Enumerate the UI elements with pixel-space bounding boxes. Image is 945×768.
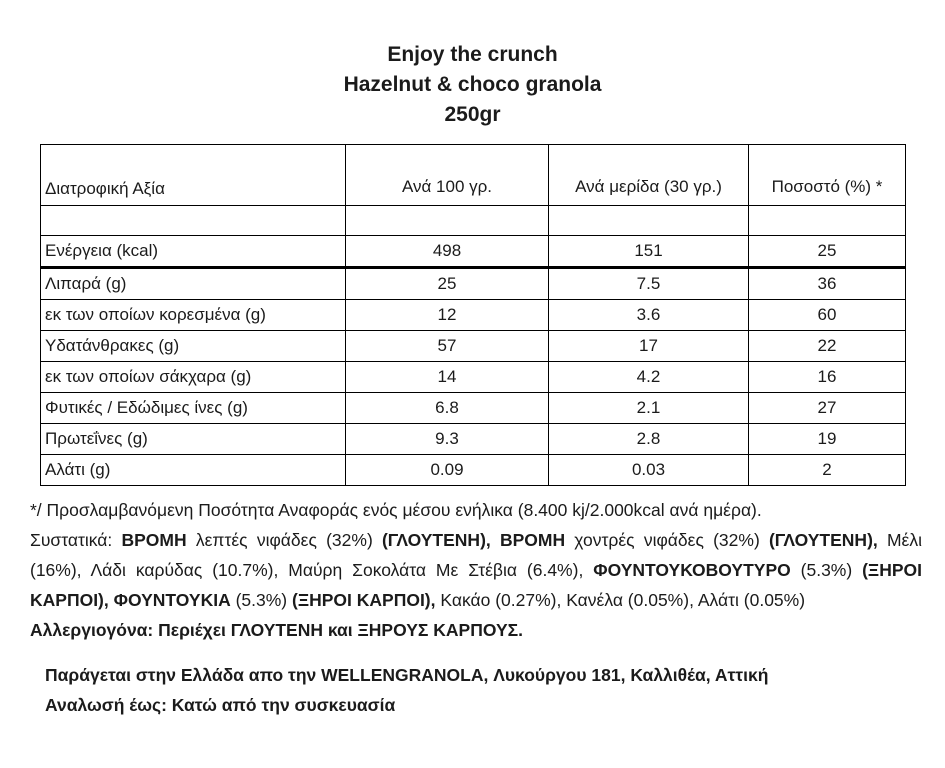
value-per-100g: 498 (346, 236, 549, 268)
nutrient-label: Πρωτεΐνες (g) (41, 424, 346, 455)
value-per-100g: 0.09 (346, 455, 549, 486)
value-percent: 16 (749, 362, 906, 393)
allergens-text: Αλλεργιογόνα: Περιέχει ΓΛΟΥΤΕΝΗ και ΞΗΡΟΥΣ ΚΑΡΠΟΥΣ. (30, 620, 524, 640)
ingredients-text: Συστατικά: ΒΡΟΜΗ λεπτές νιφάδες (32%) (ΓΛΟΥΤΕΝΗ), ΒΡΟΜΗ χοντρές νιφάδες (32%) (ΓΛΟΥΤΕΝΗ), Μέλι (16%), Λάδι καρύδας (10.7%), Μαύρη Σοκολάτα Με Στέβια (6.4%), ΦΟΥΝΤΟΥΚΟΒΟΥΤΥΡΟ (5.3%) (ΞΗΡΟΙ ΚΑΡΠΟΙ), ΦΟΥΝΤΟΥΚΙΑ (5.3%) (ΞΗΡΟΙ ΚΑΡΠΟΙ), Κακάο (0.27%), Κανέλα (0.05%), Αλάτι (0.05%) (30, 530, 922, 610)
table-row-protein (41, 424, 906, 455)
nutrient-label: εκ των οποίων κορεσμένα (g) (41, 300, 346, 331)
product-title (0, 0, 945, 130)
value-per-serving: 7.5 (549, 268, 749, 300)
value-per-serving: 17 (549, 331, 749, 362)
producer-info (45, 660, 945, 720)
value-percent: 25 (749, 236, 906, 268)
value-per-serving: 0.03 (549, 455, 749, 486)
nutrient-label: Αλάτι (g) (41, 455, 346, 486)
empty-cell (749, 206, 906, 236)
table-row-fat (41, 268, 906, 300)
value-per-serving: 2.8 (549, 424, 749, 455)
value-percent: 36 (749, 268, 906, 300)
table-header-row (41, 145, 906, 206)
product-name: Enjoy the crunch (387, 43, 558, 66)
empty-cell (346, 206, 549, 236)
column-header-nutrition-value: Διατροφική Αξία (41, 145, 346, 206)
nutrition-table (40, 144, 906, 486)
value-percent: 27 (749, 393, 906, 424)
value-percent: 60 (749, 300, 906, 331)
value-per-100g: 25 (346, 268, 549, 300)
nutrient-label: Υδατάνθρακες (g) (41, 331, 346, 362)
best-before-note: Αναλωσή έως: Κατώ από την συσκευασία (45, 695, 396, 715)
table-row-saturated-fat (41, 300, 906, 331)
value-per-100g: 57 (346, 331, 549, 362)
value-per-100g: 14 (346, 362, 549, 393)
value-per-serving: 151 (549, 236, 749, 268)
table-empty-row (41, 206, 906, 236)
value-percent: 2 (749, 455, 906, 486)
product-weight: 250gr (444, 103, 501, 126)
table-row-sugars (41, 362, 906, 393)
nutrient-label: εκ των οποίων σάκχαρα (g) (41, 362, 346, 393)
value-per-serving: 2.1 (549, 393, 749, 424)
table-row-energy (41, 236, 906, 268)
nutrient-label: Λιπαρά (g) (41, 268, 346, 300)
value-per-100g: 6.8 (346, 393, 549, 424)
value-per-serving: 3.6 (549, 300, 749, 331)
empty-cell (41, 206, 346, 236)
value-percent: 22 (749, 331, 906, 362)
reference-intake-note: */ Προσλαμβανόμενη Ποσότητα Αναφοράς ενός μέσου ενήλικα (8.400 kj/2.000kcal ανά ημέρα). (30, 500, 762, 520)
column-header-per-serving: Ανά μερίδα (30 γρ.) (549, 145, 749, 206)
value-per-serving: 4.2 (549, 362, 749, 393)
product-variant: Hazelnut & choco granola (343, 73, 602, 96)
value-percent: 19 (749, 424, 906, 455)
producer-address: Παράγεται στην Ελλάδα απο την WELLENGRANOLA, Λυκούργου 181, Καλλιθέα, Αττική (45, 665, 769, 685)
column-header-per-100g: Ανά 100 γρ. (346, 145, 549, 206)
nutrient-label: Φυτικές / Εδώδιμες ίνες (g) (41, 393, 346, 424)
table-row-salt (41, 455, 906, 486)
column-header-percent: Ποσοστό (%) * (749, 145, 906, 206)
value-per-100g: 9.3 (346, 424, 549, 455)
table-row-fiber (41, 393, 906, 424)
empty-cell (549, 206, 749, 236)
nutrient-label: Ενέργεια (kcal) (41, 236, 346, 268)
value-per-100g: 12 (346, 300, 549, 331)
table-row-carbohydrates (41, 331, 906, 362)
